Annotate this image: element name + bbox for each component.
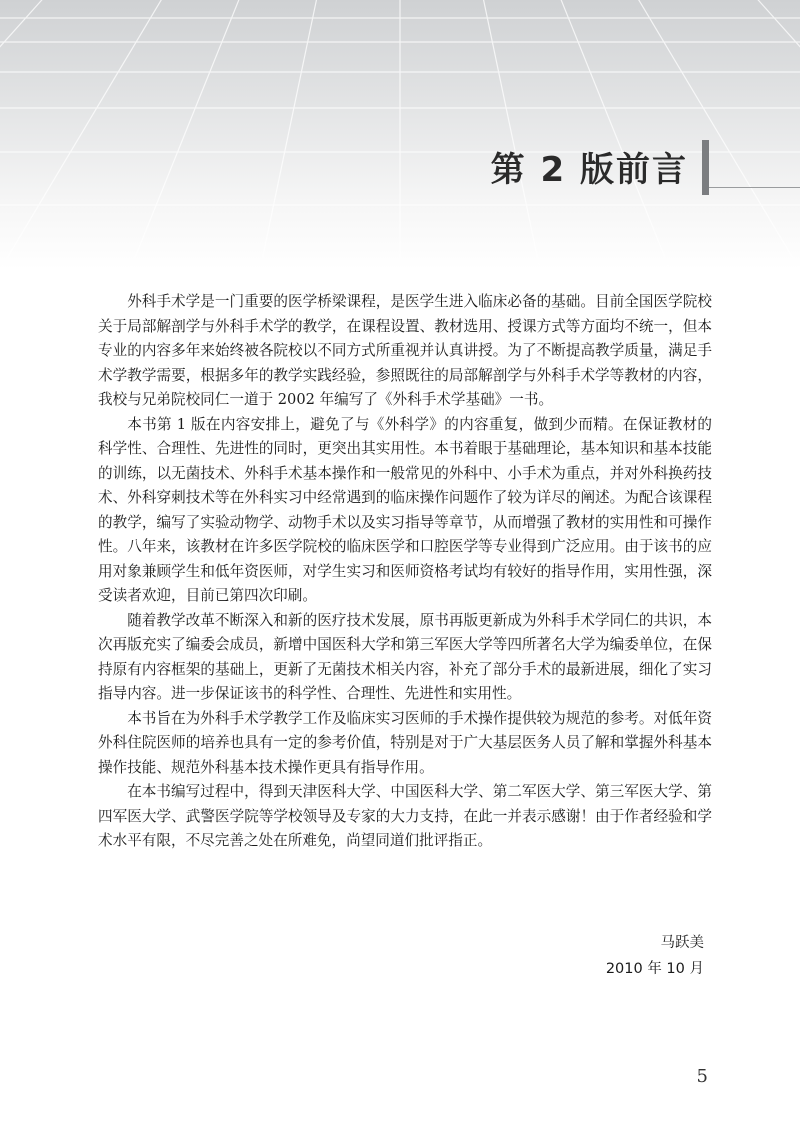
signature-date: 2010 年 10 月 <box>605 961 704 977</box>
paragraph: 随着教学改革不断深入和新的医疗技术发展，原书再版更新成为外科手术学同仁的共识，本次再版充实了编委会成员，新增中国医科大学和第三军医大学等四所著名大学为编委单位，在保持原有内容框架的基础上，更新了无菌技术相关内容，补充了部分手术的最新进展，细化了实习指导内容。进一步保证该书的科学性、合理性、先进性和实用性。 <box>98 611 712 702</box>
author-name: 马跃美 <box>660 935 704 951</box>
paragraph: 本书旨在为外科手术学教学工作及临床实习医师的手术操作提供较为规范的参考。对低年资外科住院医师的培养也具有一定的参考价值，特别是对于广大基层医务人员了解和掌握外科基本操作技能、规范外科基本技术操作更具有指导作用。 <box>98 709 712 776</box>
page-number: 5 <box>696 1066 708 1087</box>
preface-body <box>98 290 712 854</box>
paragraph: 外科手术学是一门重要的医学桥梁课程，是医学生进入临床必备的基础。目前全国医学院校关于局部解剖学与外科手术学的教学，在课程设置、教材选用、授课方式等方面均不统一，但本专业的内容多年来始终被各院校以不同方式所重视并认真讲授。为了不断提高教学质量，满足手术学教学需要，根据多年的教学实践经验，参照既往的局部解剖学与外科手术学等教材的内容，我校与兄弟院校同仁一道于 2002 年编写了《外科手术学基础》一书。 <box>98 293 712 408</box>
page-title: 第 2 版前言 <box>490 150 688 190</box>
paragraph: 在本书编写过程中，得到天津医科大学、中国医科大学、第二军医大学、第三军医大学、第四军医大学、武警医学院等学校领导及专家的大力支持，在此一并表示感谢！由于作者经验和学术水平有限，不尽完善之处在所难免，尚望同道们批评指正。 <box>98 783 712 849</box>
perspective-grid-decoration <box>0 0 800 270</box>
title-rule <box>709 187 800 188</box>
title-accent-bar <box>702 140 709 195</box>
paragraph: 本书第 1 版在内容安排上，避免了与《外科学》的内容重复，做到少而精。在保证教材的科学性、合理性、先进性的同时，更突出其实用性。本书着眼于基础理论，基本知识和基本技能的训练，以无菌技术、外科手术基本操作和一般常见的外科中、小手术为重点，并对外科换药技术、外科穿刺技术等在外科实习中经常遇到的临床操作问题作了较为详尽的阐述。为配合该课程的教学，编写了实验动物学、动物手术以及实习指导等章节，从而增强了教材的实用性和可操作性。八年来，该教材在许多医学院校的临床医学和口腔医学等专业得到广泛应用。由于该书的应用对象兼顾学生和低年资医师，对学生实习和医师资格考试均有较好的指导作用，实用性强，深受读者欢迎，目前已第四次印刷。 <box>98 415 712 604</box>
header-band <box>0 0 800 270</box>
signature-block <box>606 930 704 982</box>
